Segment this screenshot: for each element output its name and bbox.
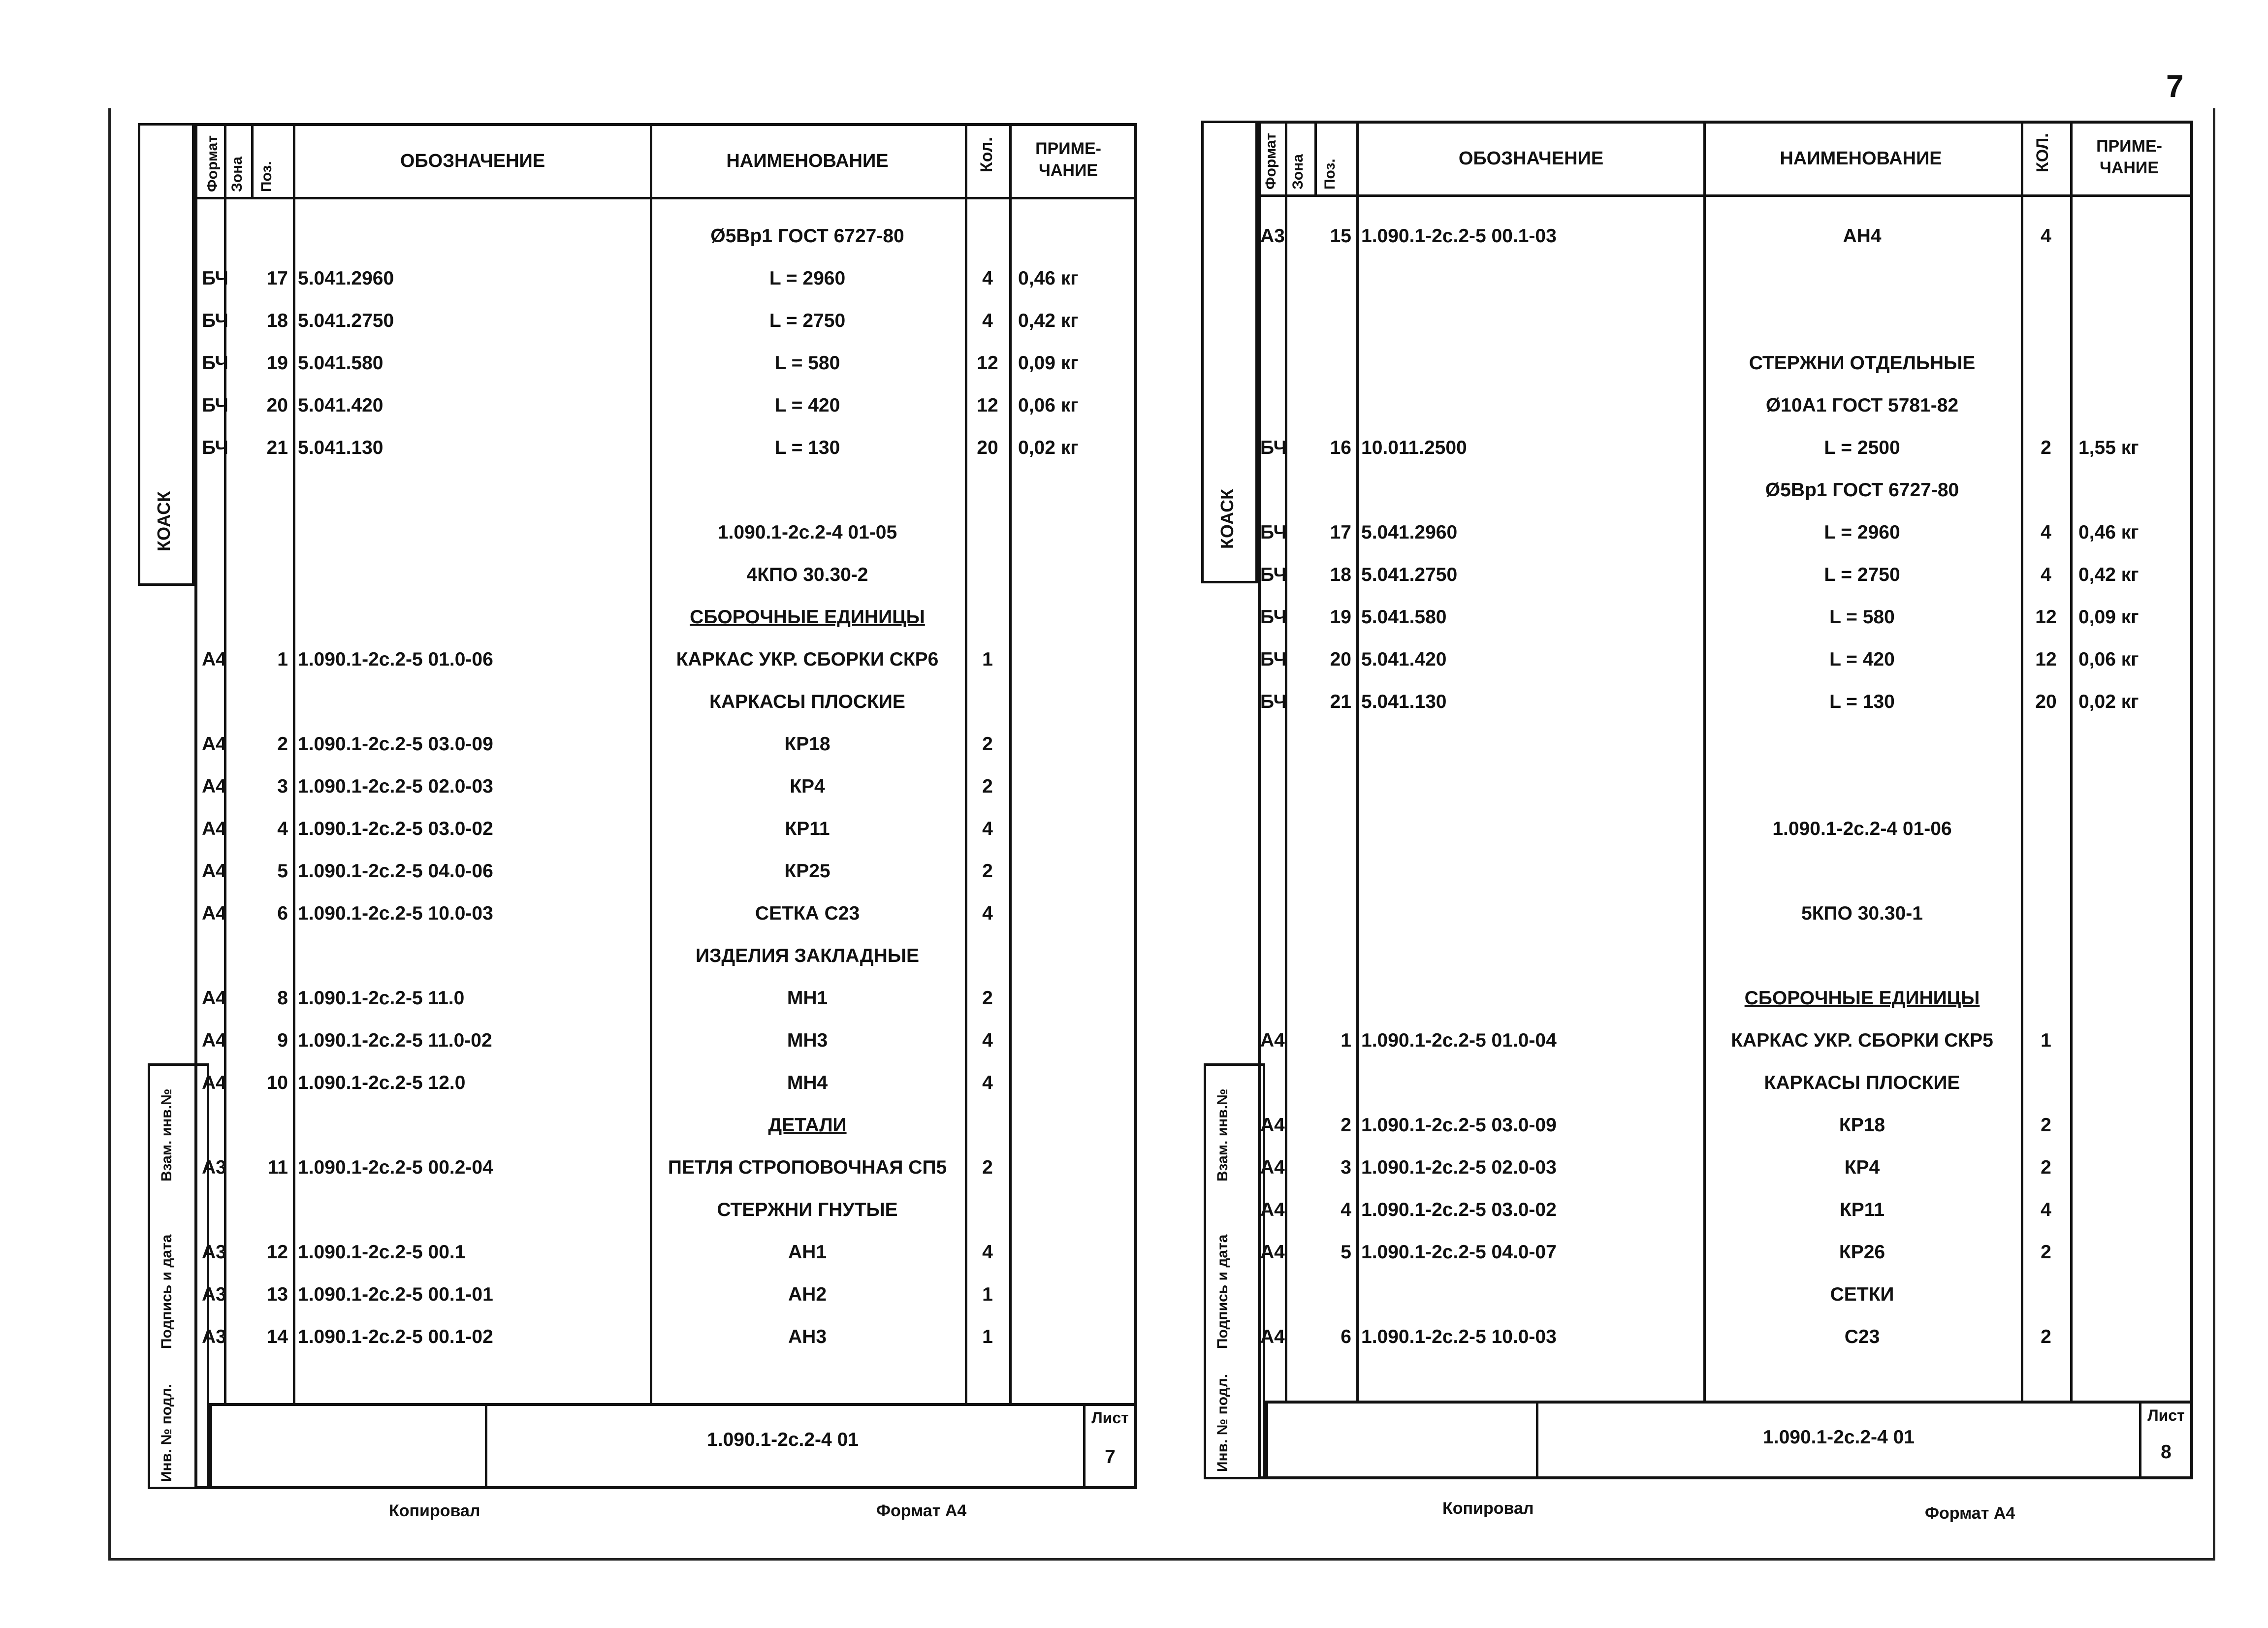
right-hdr-name: НАИМЕНОВАНИЕ [1780,148,1942,169]
row-designation: 5.041.2960 [1361,522,1458,543]
right-hdr-designation: ОБОЗНАЧЕНИЕ [1458,148,1604,169]
row-name: СТЕРЖНИ ГНУТЫЕ [717,1199,898,1220]
row-position: 3 [1341,1157,1351,1178]
row-name: МН3 [787,1030,828,1051]
row-name: СЕТКИ [1830,1284,1894,1305]
row-name: КР25 [784,861,831,882]
row-format: А3 [202,1242,226,1263]
row-name: Ø5Вр1 ГОСТ 6727-80 [1765,479,1959,501]
row-designation: 1.090.1-2с.2-5 04.0-07 [1361,1242,1557,1263]
row-quantity: 2 [2041,1115,2051,1136]
row-note: 0,09 кг [2078,607,2139,628]
row-format: А3 [1260,225,1285,247]
row-designation: 5.041.2750 [298,310,394,331]
row-note: 0,42 кг [2078,564,2139,585]
row-quantity: 2 [2041,1242,2051,1263]
row-name: КР18 [784,734,831,755]
row-name: КР11 [1839,1199,1885,1220]
row-name: АН2 [788,1284,827,1305]
right-hdr-note: ПРИМЕ-ЧАНИЕ [2096,137,2162,177]
row-note: 0,02 кг [1018,437,1079,458]
row-format: БЧ [1260,607,1287,628]
row-position: 6 [1341,1326,1351,1347]
row-quantity: 4 [2041,225,2051,247]
row-quantity: 4 [982,818,993,839]
row-designation: 1.090.1-2с.2-5 10.0-03 [1361,1326,1557,1347]
row-name: ИЗДЕЛИЯ ЗАКЛАДНЫЕ [695,945,920,966]
row-quantity: 20 [977,437,998,458]
right-stamp-code: 1.090.1-2с.2-4 01 [1763,1427,1915,1448]
right-footer-format: Формат А4 [1925,1504,2015,1523]
row-position: 9 [277,1030,288,1051]
row-format: А4 [1260,1115,1285,1136]
row-name: L = 130 [774,437,840,458]
row-position: 3 [277,776,288,797]
row-format: БЧ [202,395,228,416]
row-name: КАРКАС УКР. СБОРКИ СКР5 [1731,1030,1993,1051]
row-position: 18 [1330,564,1351,585]
row-format: БЧ [1260,437,1287,458]
row-name: 1.090.1-2с.2-4 01-05 [717,522,897,543]
left-hdr-name: НАИМЕНОВАНИЕ [726,151,889,171]
row-format: А4 [202,818,226,839]
row-quantity: 2 [982,776,993,797]
row-quantity: 12 [2035,649,2057,670]
right-col-line [1356,121,1359,1401]
row-quantity: 1 [982,649,993,670]
row-note: 1,55 кг [2078,437,2139,458]
row-position: 5 [1341,1242,1351,1263]
row-format: А3 [202,1157,226,1178]
row-designation: 1.090.1-2с.2-5 12.0 [298,1072,466,1093]
row-name: КР4 [1844,1157,1880,1178]
row-name: L = 130 [1829,691,1895,712]
row-quantity: 4 [982,1072,993,1093]
row-format: БЧ [202,310,228,331]
right-hdr-pos: Поз. [1322,159,1338,190]
left-hdr-note: ПРИМЕ-ЧАНИЕ [1035,139,1101,180]
row-name: АН3 [788,1326,827,1347]
row-designation: 1.090.1-2с.2-5 00.1-01 [298,1284,493,1305]
row-designation: 5.041.580 [1361,607,1447,628]
row-designation: 5.041.2750 [1361,564,1458,585]
right-col-line [1314,121,1317,194]
row-quantity: 1 [982,1326,993,1347]
row-designation: 5.041.2960 [298,268,394,289]
corner-mark: 7 [2166,68,2184,104]
row-position: 11 [267,1157,288,1178]
row-format: А4 [202,861,226,882]
row-format: А3 [202,1284,226,1305]
row-position: 18 [266,310,288,331]
row-name: СТЕРЖНИ ОТДЕЛЬНЫЕ [1749,352,1976,374]
row-name: L = 2960 [769,268,846,289]
row-format: А3 [202,1326,226,1347]
row-format: БЧ [202,268,228,289]
row-quantity: 1 [2041,1030,2051,1051]
row-position: 19 [266,352,288,374]
row-format: БЧ [1260,691,1287,712]
row-quantity: 2 [982,988,993,1009]
row-quantity: 1 [982,1284,993,1305]
left-hdr-zone: Зона [229,157,245,192]
row-name: КР4 [790,776,825,797]
row-designation: 5.041.420 [1361,649,1447,670]
row-quantity: 12 [977,395,998,416]
row-designation: 5.041.130 [1361,691,1447,712]
right-side-field-1: Взам. инв.№ [1214,1088,1231,1181]
row-designation: 1.090.1-2с.2-5 01.0-06 [298,649,493,670]
row-designation: 1.090.1-2с.2-5 03.0-09 [298,734,493,755]
right-hdr-format: Формат [1263,132,1279,190]
right-sheet-number: 8 [2161,1441,2172,1463]
row-quantity: 4 [2041,564,2051,585]
row-quantity: 20 [2035,691,2057,712]
row-position: 12 [266,1242,288,1263]
left-col-line [1009,123,1012,1403]
row-quantity: 4 [982,1030,993,1051]
row-format: БЧ [1260,522,1287,543]
row-position: 20 [1330,649,1351,670]
row-position: 5 [277,861,288,882]
row-name: КАРКАСЫ ПЛОСКИЕ [709,691,905,712]
row-name: СЕТКА С23 [755,903,860,924]
row-designation: 1.090.1-2с.2-5 01.0-04 [1361,1030,1557,1051]
row-name: С23 [1844,1326,1880,1347]
left-header-bottom [194,197,1137,199]
row-name: КР26 [1839,1242,1885,1263]
row-position: 10 [266,1072,288,1093]
row-quantity: 2 [2041,1157,2051,1178]
row-designation: 1.090.1-2с.2-5 10.0-03 [298,903,493,924]
row-name: АН4 [1843,225,1882,247]
right-hdr-qty: КОЛ. [2033,133,2052,172]
row-name: КР18 [1839,1115,1885,1136]
left-sheet-label: Лист [1091,1409,1129,1427]
row-designation: 5.041.130 [298,437,383,458]
row-designation: 1.090.1-2с.2-5 03.0-02 [298,818,493,839]
left-hdr-format: Формат [204,135,221,192]
row-position: 14 [266,1326,288,1347]
row-quantity: 4 [982,903,993,924]
row-format: А4 [1260,1326,1285,1347]
row-position: 21 [266,437,288,458]
row-position: 17 [1330,522,1351,543]
row-name: L = 2960 [1824,522,1900,543]
row-position: 2 [1341,1115,1351,1136]
row-format: А4 [202,649,226,670]
row-format: БЧ [1260,564,1287,585]
row-name: L = 580 [1829,607,1895,628]
row-position: 16 [1330,437,1351,458]
row-format: БЧ [1260,649,1287,670]
row-format: А4 [1260,1242,1285,1263]
row-designation: 1.090.1-2с.2-5 00.1 [298,1242,466,1263]
row-quantity: 12 [2035,607,2057,628]
left-side-field-1: Взам. инв.№ [159,1088,175,1181]
row-format: А4 [202,1030,226,1051]
left-col-line [251,123,254,197]
row-format: БЧ [202,437,228,458]
row-name: L = 580 [774,352,840,374]
row-name: L = 2750 [1824,564,1900,585]
row-position: 15 [1330,225,1351,247]
row-quantity: 12 [977,352,998,374]
row-quantity: 2 [2041,437,2051,458]
right-side-field-2: Подпись и дата [1214,1234,1231,1349]
row-name: L = 420 [774,395,840,416]
row-position: 19 [1330,607,1351,628]
left-side-field-2: Подпись и дата [159,1234,175,1349]
row-format: А4 [202,1072,226,1093]
row-designation: 1.090.1-2с.2-5 03.0-02 [1361,1199,1557,1220]
row-quantity: 2 [982,1157,993,1178]
row-name: Ø5Вр1 ГОСТ 6727-80 [710,225,904,247]
right-side-field-3: Инв. № подл. [1214,1373,1231,1472]
row-designation: 1.090.1-2с.2-5 02.0-03 [298,776,493,797]
row-position: 8 [277,988,288,1009]
right-side-label: КОАСК [1217,488,1237,549]
row-position: 1 [1341,1030,1351,1051]
row-designation: 1.090.1-2с.2-5 00.1-03 [1361,225,1557,247]
row-quantity: 4 [2041,1199,2051,1220]
left-footer-format: Формат А4 [876,1501,967,1520]
row-format: А4 [202,988,226,1009]
row-name: КР11 [785,818,830,839]
left-hdr-qty: Кол. [977,137,996,172]
row-name: СБОРОЧНЫЕ ЕДИНИЦЫ [1744,988,1980,1009]
row-name: 4КПО 30.30-2 [746,564,868,585]
right-col-line [2070,121,2073,1401]
right-header-bottom [1258,194,2193,197]
row-name: L = 420 [1829,649,1895,670]
row-name: МН4 [787,1072,828,1093]
row-name: МН1 [787,988,828,1009]
row-note: 0,09 кг [1018,352,1079,374]
row-quantity: 4 [982,310,993,331]
row-quantity: 2 [982,734,993,755]
left-hdr-pos: Поз. [258,161,275,192]
left-col-line [293,123,295,1403]
row-position: 21 [1330,691,1351,712]
row-position: 13 [266,1284,288,1305]
right-hdr-zone: Зона [1290,154,1306,190]
row-designation: 5.041.420 [298,395,383,416]
row-name: ДЕТАЛИ [768,1115,847,1136]
row-note: 0,02 кг [2078,691,2139,712]
row-position: 4 [277,818,288,839]
row-position: 17 [266,268,288,289]
row-note: 0,06 кг [2078,649,2139,670]
row-format: А4 [202,903,226,924]
row-name: 1.090.1-2с.2-4 01-06 [1772,818,1952,839]
row-format: А4 [1260,1157,1285,1178]
left-side-label: КОАСК [154,491,174,551]
row-quantity: 4 [2041,522,2051,543]
row-designation: 5.041.580 [298,352,383,374]
row-format: А4 [202,734,226,755]
row-quantity: 4 [982,268,993,289]
row-position: 6 [277,903,288,924]
row-name: КАРКАСЫ ПЛОСКИЕ [1764,1072,1960,1093]
row-designation: 10.011.2500 [1361,437,1467,458]
left-side-fields [148,1063,209,1489]
left-footer-copied: Копировал [389,1501,480,1520]
row-note: 0,06 кг [1018,395,1079,416]
left-sheet-number: 7 [1105,1446,1116,1468]
row-designation: 1.090.1-2с.2-5 04.0-06 [298,861,493,882]
right-sheet [1258,121,2193,1479]
row-designation: 1.090.1-2с.2-5 03.0-09 [1361,1115,1557,1136]
row-designation: 1.090.1-2с.2-5 00.1-02 [298,1326,493,1347]
row-name: ПЕТЛЯ СТРОПОВОЧНАЯ СП5 [668,1157,947,1178]
row-quantity: 2 [982,861,993,882]
left-stamp-code: 1.090.1-2с.2-4 01 [707,1429,859,1450]
row-position: 4 [1341,1199,1351,1220]
row-name: Ø10А1 ГОСТ 5781-82 [1765,395,1959,416]
right-footer-copied: Копировал [1442,1499,1534,1518]
row-note: 0,42 кг [1018,310,1079,331]
row-position: 2 [277,734,288,755]
left-side-field-3: Инв. № подл. [159,1383,175,1482]
row-designation: 1.090.1-2с.2-5 02.0-03 [1361,1157,1557,1178]
row-designation: 1.090.1-2с.2-5 11.0 [298,988,465,1009]
row-quantity: 4 [982,1242,993,1263]
row-quantity: 2 [2041,1326,2051,1347]
row-name: 5КПО 30.30-1 [1801,903,1923,924]
row-name: L = 2500 [1824,437,1900,458]
row-note: 0,46 кг [1018,268,1079,289]
row-name: АН1 [788,1242,827,1263]
row-note: 0,46 кг [2078,522,2139,543]
right-sheet-label: Лист [2147,1406,2185,1424]
row-format: А4 [1260,1199,1285,1220]
left-hdr-designation: ОБОЗНАЧЕНИЕ [400,151,545,171]
row-format: А4 [1260,1030,1285,1051]
row-name: L = 2750 [769,310,846,331]
row-name: СБОРОЧНЫЕ ЕДИНИЦЫ [690,607,925,628]
row-position: 1 [277,649,288,670]
row-name: КАРКАС УКР. СБОРКИ СКР6 [676,649,939,670]
row-designation: 1.090.1-2с.2-5 00.2-04 [298,1157,493,1178]
row-format: БЧ [202,352,228,374]
row-designation: 1.090.1-2с.2-5 11.0-02 [298,1030,492,1051]
row-format: А4 [202,776,226,797]
right-side-fields [1204,1063,1265,1479]
row-position: 20 [266,395,288,416]
